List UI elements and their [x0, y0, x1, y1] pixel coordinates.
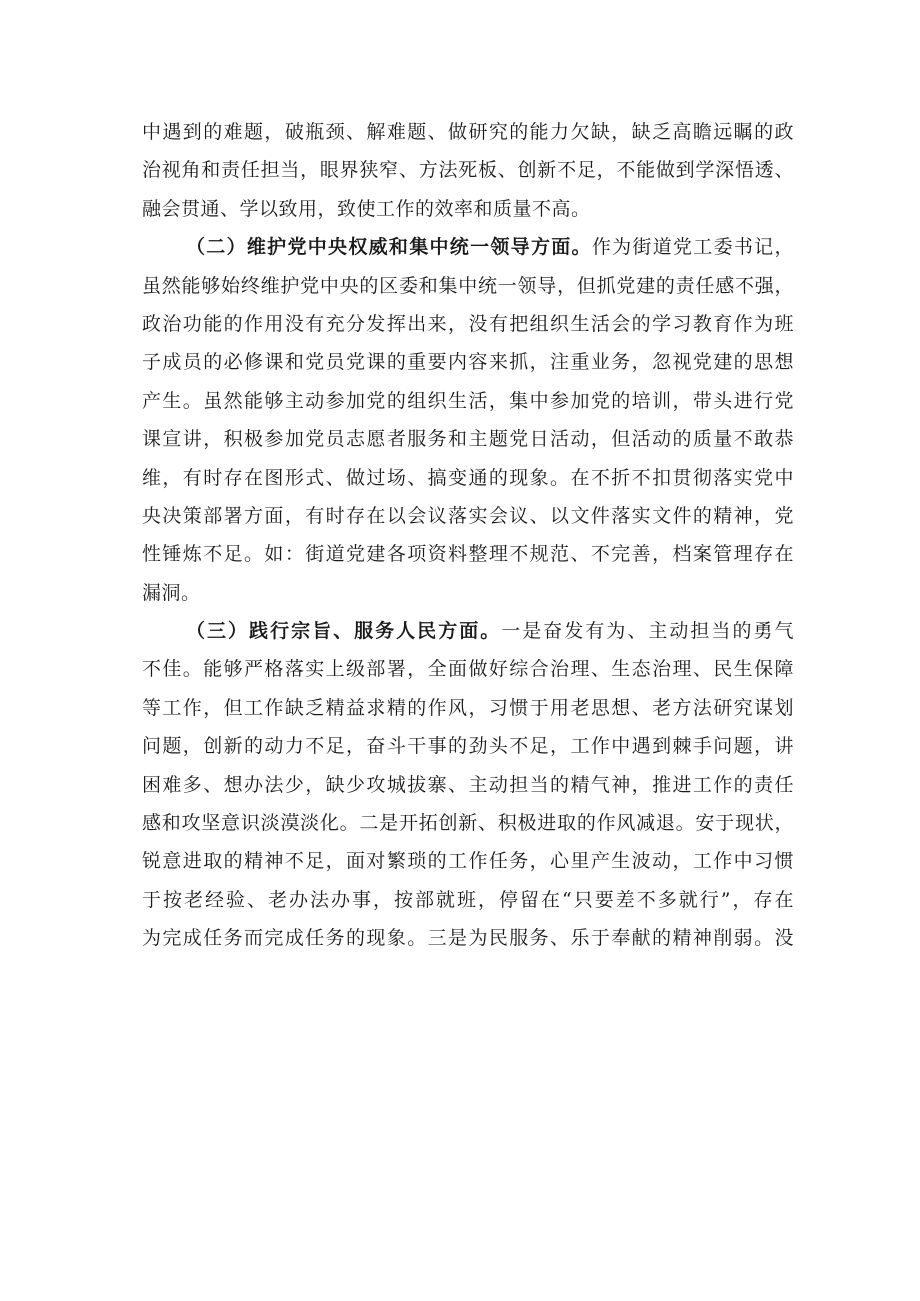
text-line [142, 228, 794, 266]
text-line: 政治功能的作用没有充分发挥出来，没有把组织生活会的学习教育作为班 [142, 312, 794, 335]
text-line: 感和攻坚意识淡漠淡化。二是开拓创新、积极进取的作风减退。安于现状， [142, 812, 794, 835]
text-line: 子成员的必修课和党员党课的重要内容来抓，注重业务，忽视党建的思想 [142, 351, 794, 374]
text-line: 维，有时存在图形式、做过场、搞变通的现象。在不折不扣贯彻落实党中 [142, 466, 794, 489]
text-line: 中遇到的难题，破瓶颈、解难题、做研究的能力欠缺，缺乏高瞻远瞩的政 [142, 121, 794, 143]
text-line: 课宣讲，积极参加党员志愿者服务和主题党日活动，但活动的质量不敢恭 [142, 428, 794, 451]
text-line: 融会贯通、学以致用，致使工作的效率和质量不高。 [142, 197, 591, 220]
text-line: 困难多、想办法少，缺少攻城拔寨、主动担当的精气神，推进工作的责任 [142, 773, 794, 796]
text-line: 为完成任务而完成任务的现象。三是为民服务、乐于奉献的精神削弱。没 [142, 927, 794, 950]
text-span: 一是奋发有为、主动担当的勇气 [501, 620, 794, 643]
text-line: 央决策部署方面，有时存在以会议落实会议、以文件落实文件的精神，党 [142, 504, 794, 527]
text-line: 锐意进取的精神不足，面对繁琐的工作任务，心里产生波动，工作中习惯 [142, 850, 794, 873]
document-page [142, 113, 794, 958]
text-span: 作为街道党工委书记， [591, 236, 794, 259]
text-line: 漏洞。 [142, 581, 201, 604]
paragraph-2 [142, 228, 794, 612]
text-line: 治视角和责任担当，眼界狭窄、方法死板、创新不足，不能做到学深悟透、 [142, 159, 794, 182]
paragraph-1 [142, 113, 794, 228]
text-line: 性锤炼不足。如：街道党建各项资料整理不规范、不完善，档案管理存在 [142, 543, 794, 566]
section-heading: （三）践行宗旨、服务人民方面。 [186, 620, 502, 643]
text-line: 于按老经验、老办法办事，按部就班，停留在“只要差不多就行”，存在 [142, 888, 794, 911]
text-line: 产生。虽然能够主动参加党的组织生活，集中参加党的培训，带头进行党 [142, 389, 794, 412]
section-heading: （二）维护党中央权威和集中统一领导方面。 [186, 236, 592, 259]
text-line: 问题，创新的动力不足，奋斗干事的劲头不足，工作中遇到棘手问题，讲 [142, 735, 794, 758]
text-line: 不佳。能够严格落实上级部署，全面做好综合治理、生态治理、民生保障 [142, 658, 794, 681]
text-line: 等工作，但工作缺乏精益求精的作风，习惯于用老思想、老方法研究谋划 [142, 696, 794, 719]
text-line: 虽然能够始终维护党中央的区委和集中统一领导，但抓党建的责任感不强， [142, 274, 794, 297]
paragraph-3 [142, 612, 794, 958]
text-line [142, 612, 794, 650]
